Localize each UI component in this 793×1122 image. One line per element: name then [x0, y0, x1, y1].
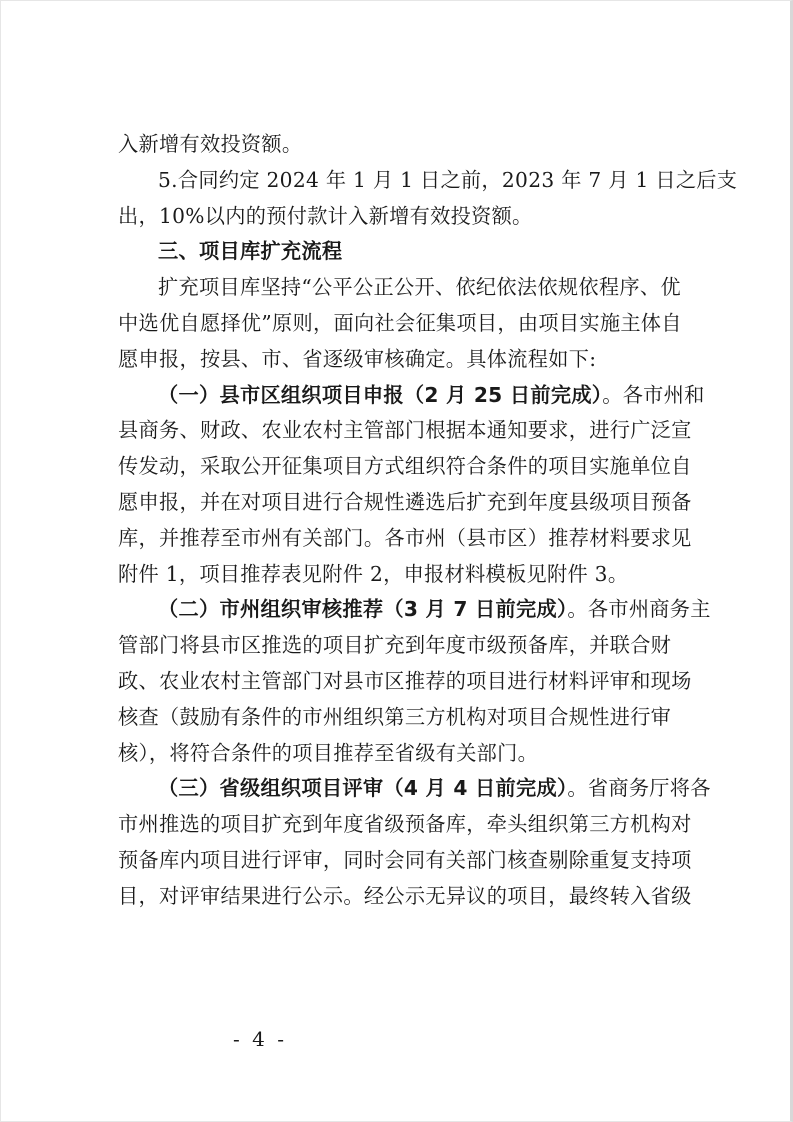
step-1-paragraph-start [118, 378, 705, 414]
document-body [118, 127, 738, 915]
text-line: 愿申报，按县、市、省逐级审核确定。具体流程如下: [118, 346, 597, 371]
step-3-heading: （三）省级组织项目评审（4 月 4 日前完成） [158, 776, 568, 801]
text-segment: 。各市州商务主 [567, 597, 711, 622]
text-line: 目，对评审结果进行公示。经公示无异议的项目，最终转入省级 [118, 883, 692, 908]
step-3-paragraph-start [118, 771, 711, 807]
text-line: 县商务、财政、农业农村主管部门根据本通知要求，进行广泛宣 [118, 418, 692, 443]
step-2-heading: （二）市州组织审核推荐（3 月 7 日前完成） [158, 597, 568, 622]
text-line: 库，并推荐至市州有关部门。各市州（县市区）推荐材料要求见 [118, 525, 692, 550]
text-line: 政、农业农村主管部门对县市区推荐的项目进行材料评审和现场 [118, 668, 692, 693]
text-line: 核查（鼓励有条件的市州组织第三方机构对项目合规性进行审 [118, 704, 672, 729]
text-line: 附件 1，项目推荐表见附件 2，申报材料模板见附件 3。 [118, 561, 629, 586]
text-segment: 。各市州和 [602, 382, 705, 407]
text-segment: 。省商务厅将各 [567, 776, 711, 801]
text-line: 5.合同约定 2024 年 1 月 1 日之前，2023 年 7 月 1 日之后支 [158, 167, 738, 192]
step-1-heading: （一）县市区组织项目申报（2 月 25 日前完成） [158, 382, 603, 407]
step-2-paragraph-start [118, 592, 711, 628]
text-line: 愿申报，并在对项目进行合规性遴选后扩充到年度县级项目预备 [118, 489, 692, 514]
text-line: 入新增有效投资额。 [118, 132, 303, 156]
text-line: 市州推选的项目扩充到年度省级预备库，牵头组织第三方机构对 [118, 812, 692, 837]
text-line: 传发动，采取公开征集项目方式组织符合条件的项目实施单位自 [118, 454, 692, 479]
section-heading: 三、项目库扩充流程 [158, 239, 343, 264]
text-line: 核），将符合条件的项目推荐至省级有关部门。 [118, 740, 539, 765]
page-number: - 4 - [233, 1027, 287, 1051]
text-line: 管部门将县市区推选的项目扩充到年度市级预备库，并联合财 [118, 633, 672, 658]
text-line: 预备库内项目进行评审，同时会同有关部门核查剔除重复支持项 [118, 847, 692, 872]
text-line: 扩充项目库坚持“公平公正公开、依纪依法依规依程序、优 [158, 275, 681, 300]
text-line: 中选优自愿择优”原则，面向社会征集项目，由项目实施主体自 [118, 310, 682, 335]
text-line: 出，10%以内的预付款计入新增有效投资额。 [118, 203, 533, 228]
